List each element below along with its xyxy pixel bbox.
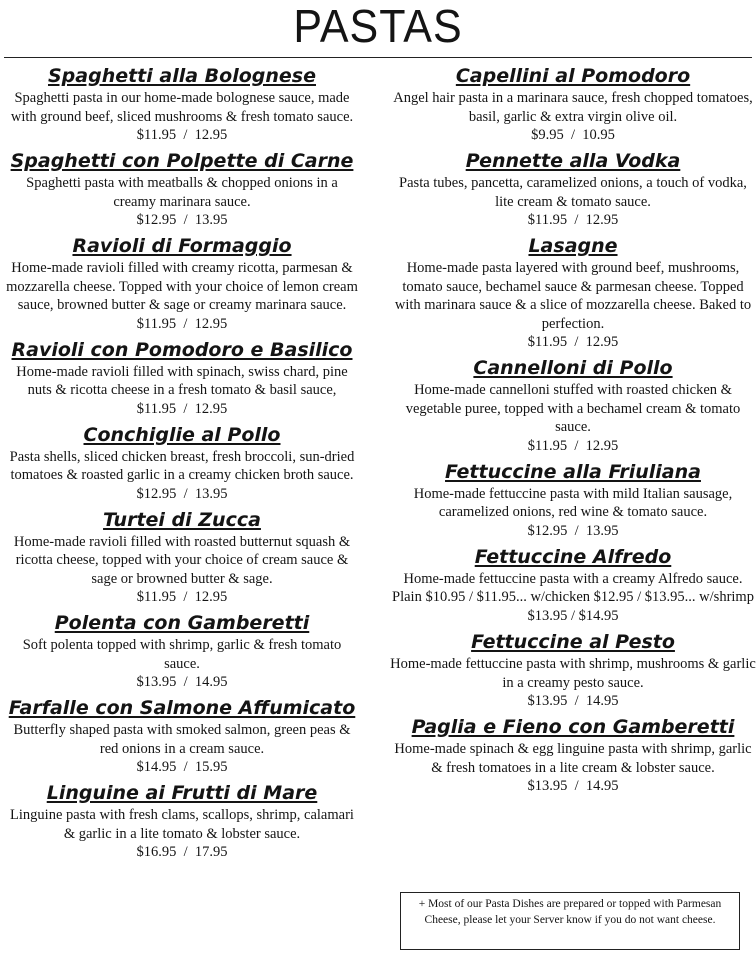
menu-item-name: Farfalle con Salmone Affumicato bbox=[8, 697, 356, 719]
page-title: PASTAS bbox=[293, 1, 463, 53]
menu-item-price: $16.95 / 17.95 bbox=[136, 844, 228, 860]
menu-item-name: Fettuccine Alfredo bbox=[474, 545, 672, 568]
menu-item-name: Fettuccine alla Friuliana bbox=[445, 460, 701, 483]
menu-item-price: $11.95 / 12.95 bbox=[136, 315, 228, 332]
menu-item bbox=[4, 234, 360, 333]
menu-item bbox=[390, 630, 756, 710]
menu-column-left bbox=[4, 64, 360, 866]
menu-item-name: Cannelloni di Pollo bbox=[473, 357, 673, 379]
menu-item-price: $13.95 / 14.95 bbox=[527, 693, 619, 709]
menu-item bbox=[4, 508, 360, 607]
menu-item-description: Home-made ravioli filled with creamy ricotta, parmesan & mozzarella cheese. Topped with your choice of lemon cream sauce, browned butter & sage or creamy marinara sauce. bbox=[6, 260, 358, 313]
menu-item-description: Home-made fettuccine pasta with shrimp, mushrooms & garlic in a creamy pesto sauce. bbox=[390, 656, 756, 691]
menu-item-name: Capellini al Pomodoro bbox=[455, 65, 691, 87]
menu-item-name: Lasagne bbox=[528, 235, 618, 257]
menu-item bbox=[390, 460, 756, 540]
menu-item-price: $12.95 / 13.95 bbox=[136, 485, 228, 502]
menu-item bbox=[4, 696, 360, 776]
menu-item-name: Linguine ai Frutti di Mare bbox=[46, 782, 318, 804]
menu-item-description: Spaghetti pasta in our home-made bolognese sauce, made with ground beef, sliced mushrooms & fresh tomato sauce. bbox=[10, 90, 354, 125]
menu-item-price: $11.95 / 12.95 bbox=[527, 437, 619, 454]
menu-item-price: $11.95 / 12.95 bbox=[136, 127, 228, 143]
menu-item-price: $12.95 / 13.95 bbox=[136, 212, 228, 228]
menu-item-name: Paglia e Fieno con Gamberetti bbox=[411, 716, 735, 738]
menu-item-price: $13.95 / 14.95 bbox=[527, 778, 619, 794]
menu-item-name: Ravioli di Formaggio bbox=[72, 235, 292, 257]
menu-item-price: $11.95 / 12.95 bbox=[136, 589, 228, 605]
menu-item bbox=[4, 611, 360, 691]
menu-item-price: $11.95 / 12.95 bbox=[527, 334, 619, 350]
menu-item-name: Polenta con Gamberetti bbox=[54, 612, 310, 634]
menu-item bbox=[390, 234, 756, 351]
menu-item-description: Butterfly shaped pasta with smoked salmon, green peas & red onions in a cream sauce. bbox=[13, 722, 351, 757]
menu-item-description: Home-made cannelloni stuffed with roasted chicken & vegetable puree, topped with a bechamel cream & tomato sauce. bbox=[405, 382, 741, 435]
menu-item-description: Home-made pasta layered with ground beef, mushrooms, tomato sauce, bechamel sauce & parmesan cheese. Topped with marinara sauce & a slice of mozzarella cheese. Baked to perfection. bbox=[394, 260, 752, 332]
menu-column-right bbox=[390, 64, 756, 800]
menu-item-description: Spaghetti pasta with meatballs & chopped onions in a creamy marinara sauce. bbox=[26, 175, 338, 210]
menu-item-price: $13.95 / 14.95 bbox=[136, 674, 228, 690]
menu-item-name: Turtei di Zucca bbox=[103, 508, 261, 531]
menu-item bbox=[390, 356, 756, 455]
menu-item-description: Home-made spinach & egg linguine pasta with shrimp, garlic & fresh tomatoes in a lite cream & lobster sauce. bbox=[394, 741, 752, 776]
menu-item bbox=[4, 338, 360, 418]
menu-item-name: Spaghetti alla Bolognese bbox=[47, 65, 316, 87]
menu-item bbox=[390, 545, 756, 626]
menu-item-description: Pasta shells, sliced chicken breast, fresh broccoli, sun-dried tomatoes & roasted garlic in a creamy chicken broth sauce. bbox=[9, 448, 355, 483]
menu-item-price: $9.95 / 10.95 bbox=[531, 127, 615, 143]
menu-item-price: $12.95 / 13.95 bbox=[527, 522, 619, 539]
menu-item bbox=[390, 64, 756, 144]
menu-item-description: Linguine pasta with fresh clams, scallops, shrimp, calamari & garlic in a lite tomato & lobster sauce. bbox=[10, 807, 354, 842]
menu-item-description: Angel hair pasta in a marinara sauce, fresh chopped tomatoes, basil, garlic & extra virgin olive oil. bbox=[393, 90, 753, 125]
menu-item-price: $11.95 / 12.95 bbox=[527, 212, 619, 228]
menu-item-description: Home-made fettuccine pasta with mild Italian sausage, caramelized onions, red wine & tomato sauce. bbox=[413, 485, 733, 520]
menu-item-name: Fettuccine al Pesto bbox=[471, 631, 675, 653]
menu-item-name: Conchiglie al Pollo bbox=[83, 423, 281, 446]
menu-item-description: Soft polenta topped with shrimp, garlic & fresh tomato sauce. bbox=[22, 637, 342, 672]
menu-item-description: Home-made ravioli filled with roasted butternut squash & ricotta cheese, topped with your choice of cream sauce & sage or browned butter & sage. bbox=[13, 533, 351, 587]
menu-item-description: Home-made ravioli filled with spinach, swiss chard, pine nuts & ricotta cheese in a fresh tomato & basil sauce, bbox=[16, 363, 348, 398]
menu-item-price: $11.95 / 12.95 bbox=[136, 400, 228, 417]
menu-item bbox=[4, 781, 360, 861]
menu-item-description: Pasta tubes, pancetta, caramelized onions, a touch of vodka, lite cream & tomato sauce. bbox=[399, 175, 747, 210]
menu-item bbox=[390, 149, 756, 229]
menu-item-name: Pennette alla Vodka bbox=[465, 150, 681, 172]
menu-item-name: Spaghetti con Polpette di Carne bbox=[10, 150, 354, 172]
menu-item bbox=[4, 149, 360, 229]
menu-item-description: Home-made fettuccine pasta with a creamy Alfredo sauce. Plain $10.95 / $11.95... w/chicken $12.95 / $13.95... w/shrimp $13.95 / $14.95 bbox=[392, 570, 754, 624]
menu-item bbox=[4, 64, 360, 144]
menu-item bbox=[390, 715, 756, 795]
cheese-note: + Most of our Pasta Dishes are prepared or topped with Parmesan Cheese, please let your Server know if you do not want cheese. bbox=[400, 892, 740, 950]
title-divider bbox=[4, 57, 752, 58]
menu-item bbox=[4, 423, 360, 503]
menu-item-name: Ravioli con Pomodoro e Basilico bbox=[11, 338, 353, 361]
menu-item-price: $14.95 / 15.95 bbox=[136, 759, 228, 775]
